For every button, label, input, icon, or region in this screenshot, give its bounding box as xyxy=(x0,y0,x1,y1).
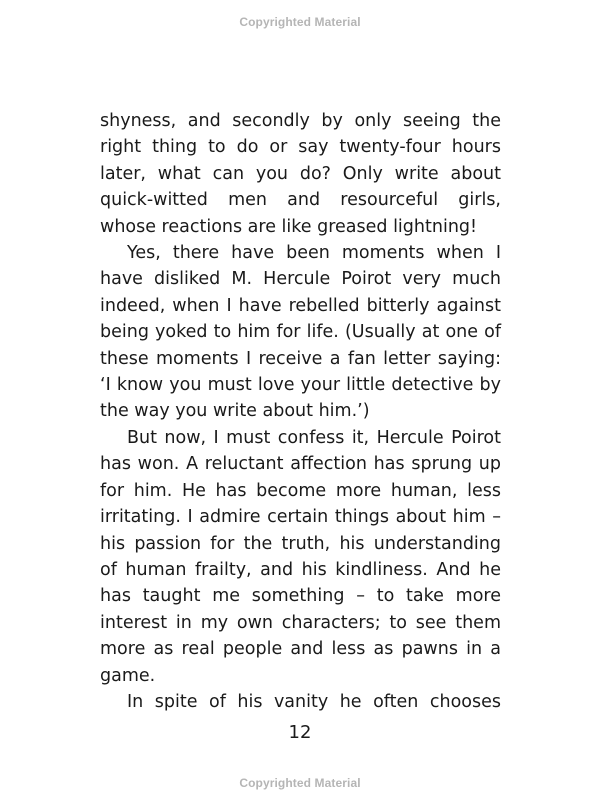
copyright-watermark-bottom: Copyrighted Material xyxy=(239,776,361,790)
page-body xyxy=(100,108,501,715)
page-number: 12 xyxy=(288,722,312,743)
paragraph-2: Yes, there have been moments when I have disliked M. Hercule Poirot very much indeed, when I have rebelled bitterly against being yoked to him for life. (Usually at one of these moments I receive a fan letter saying: ‘I know you must love your little detective by the way you write about him.’) xyxy=(100,243,501,422)
paragraph-1: shyness, and secondly by only seeing the right thing to do or say twenty-four hours later, what can you do? Only write about quick-witted men and resourceful girls, whose reactions are like greased lightning! xyxy=(100,111,501,237)
copyright-watermark-top: Copyrighted Material xyxy=(239,15,361,29)
paragraph-3: But now, I must confess it, Hercule Poirot has won. A reluctant affection has sprung up for him. He has become more human, less irritating. I admire certain things about him – his passion for the truth, his understanding of human frailty, and his kindliness. And he has taught me something – to take more interest in my own characters; to see them more as real people and less as pawns in a game. xyxy=(100,427,501,686)
paragraph-4: In spite of his vanity he often chooses xyxy=(127,691,501,712)
